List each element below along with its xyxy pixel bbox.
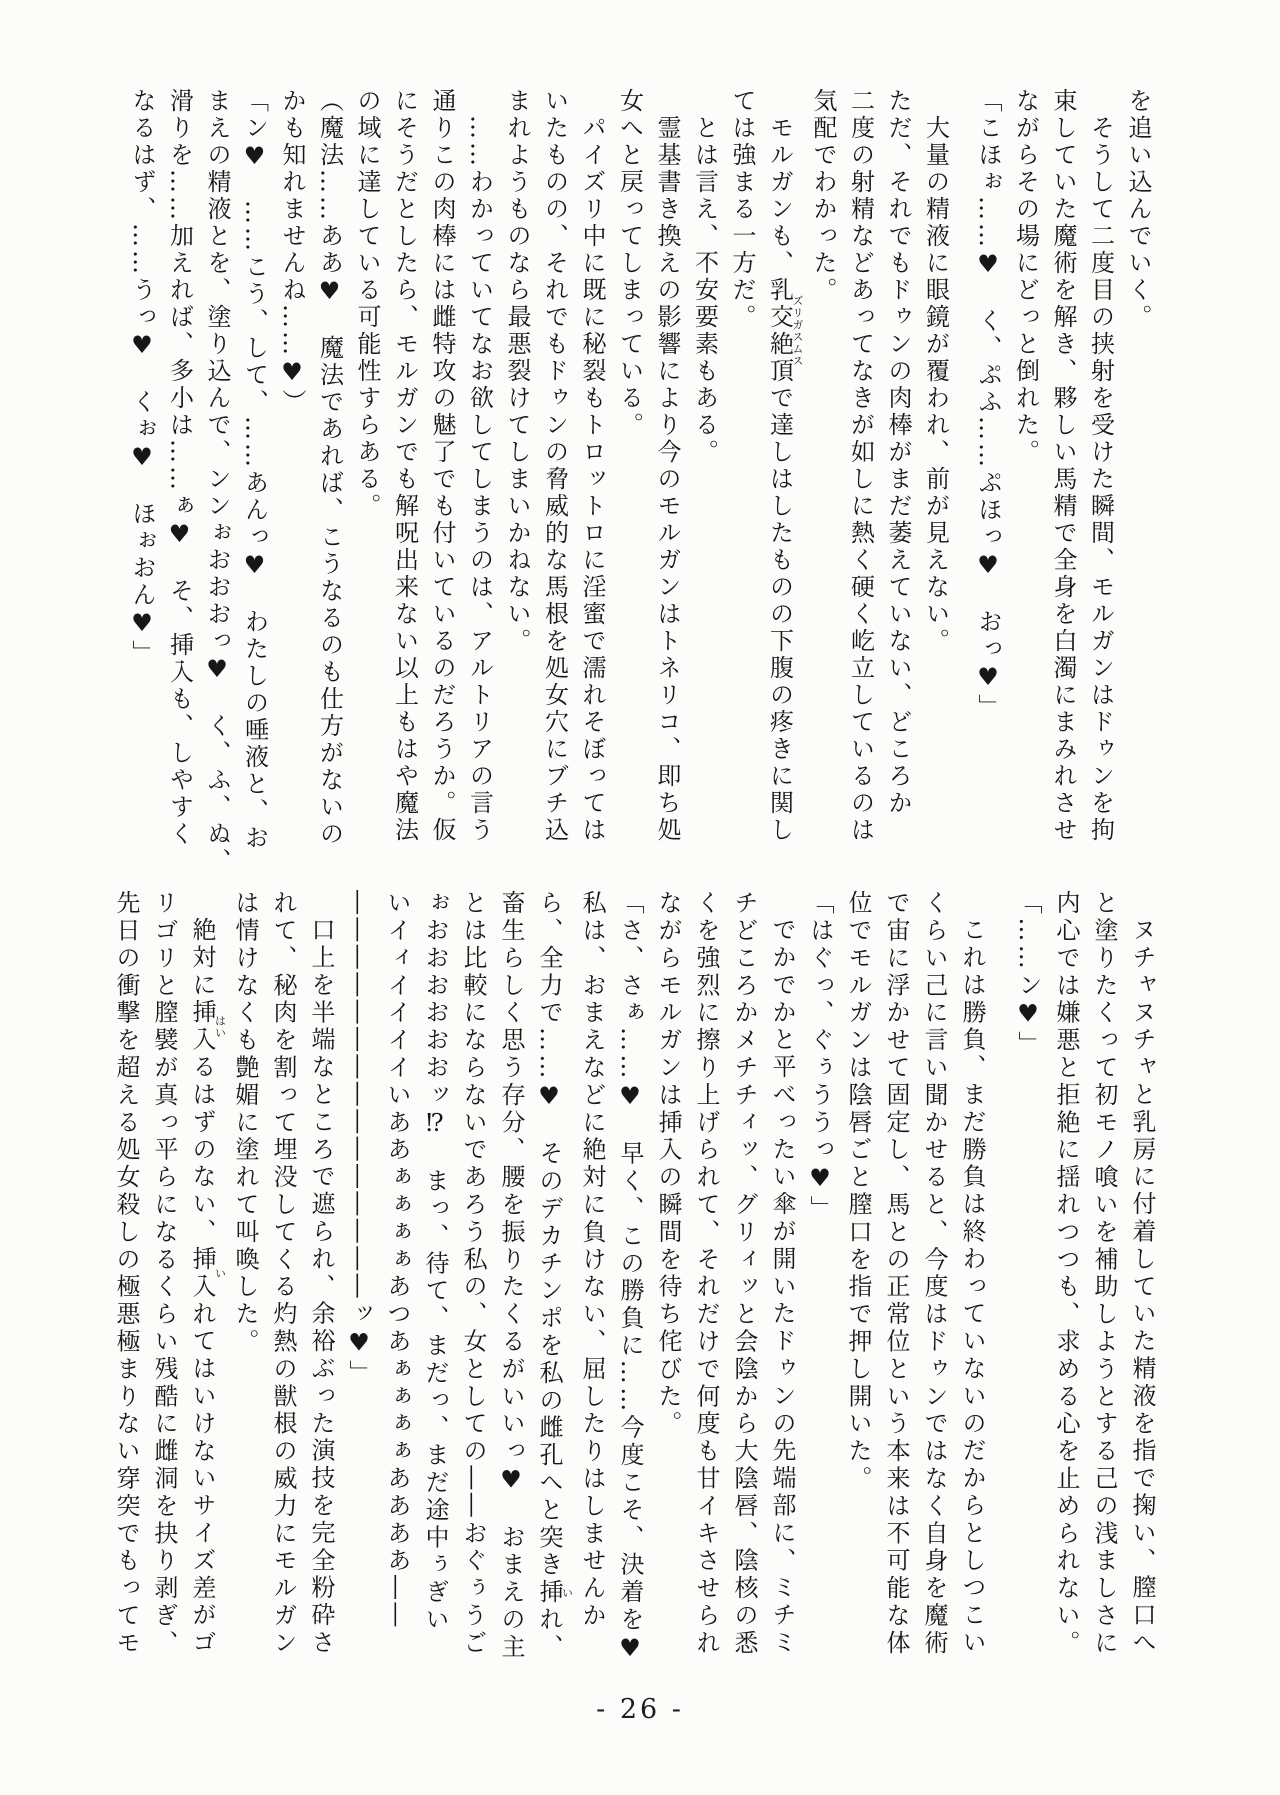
text-column: 口上を半端なところで遮られ、余裕ぶった演技を完全粉砕さ [307,917,335,1657]
page-number: - 26 - [596,1694,684,1725]
text-column: まえの精液とを、塗り込んで、ンンぉおおおっ♥ く、ふ、ぬ、 [203,88,231,875]
text-column: 束していた魔術を解き、夥しい馬精で全身を白濁にまみれさせ [1049,88,1077,844]
text-column: なるはず、……うっ♥ くぉ♥ ほぉおん♥」 [128,88,156,667]
text-column: 私は、おまえなどに絶対に負けない、屈したりはしませんか [578,890,606,1630]
text-column: いイィイイイイいああぁぁぁぁあつあぁぁぁぁああああ―― [383,890,411,1630]
text-column: いたものの、それでもドゥンの脅威的な馬根を処女穴にブチ込 [540,88,569,844]
text-column: 「こほぉ……♥ く、ぷふ……ぷほっ♥ おっ♥」 [974,88,1002,721]
text-column: 「さ、さぁ……♥ 早く、この勝負に……今度こそ、決着を♥ [616,890,644,1666]
text-column: 気配でわかった。 [809,88,837,304]
text-column: リゴリと膣襞が真っ平らになるくらい残酷に雌洞を抉り剥ぎ、 [150,890,178,1658]
text-column: 霊基書き換えの影響により今のモルガンはトネリコ、即ち処 [653,115,681,844]
text-column: 「はぐっ、ぐぅううっ♥」 [806,890,834,1223]
text-column: ら、全力で……♥ そのデカチンポを私の雌孔へと突き挿いれ、 [535,890,574,1662]
ruby-annotated-text: 挿入い [188,1245,227,1301]
text-column: ―――――――――――――――ッ♥」 [345,890,373,1388]
text-block-top [123,88,1157,875]
text-column: そうして二度目の挟射を受けた瞬間、モルガンはドゥンを拘 [1086,115,1115,844]
text-column: を追い込んでいく。 [1124,88,1152,331]
text-column: ながらその場にどっと倒れた。 [1011,88,1040,466]
text-column: 絶対に挿入はいるはずのない、挿入いれてはいけないサイズ差がゴ [188,917,227,1657]
text-column: 通りこの肉棒には雌特攻の魅了でも付いているのだろうか。仮 [428,88,456,844]
text-block-bottom [107,890,1161,1672]
text-column: ては強まる一方だ。 [728,88,756,331]
text-column: にそうだとしたら、モルガンでも解呪出来ない以上もはや魔法 [390,88,419,844]
text-column: 位でモルガンは陰唇ごと膣口を指で押し開いた。 [844,890,872,1493]
ruby-annotated-text: 乳交絶頂ズリガスムス [765,277,804,385]
ruby-annotated-text: 挿入はい [188,999,227,1055]
text-column: 滑りを……加えれば、多小は……ぁ♥ そ、挿入も、しやすく [165,88,194,848]
text-column: まれようものなら最悪裂けてしまいかねない。 [503,88,531,655]
text-column: パイズリ中に既に秘裂もトロットロに淫蜜で濡れそぼっては [578,115,606,844]
text-column: 大量の精液に眼鏡が覆われ、前が見えない。 [921,115,950,655]
text-column: は情けなくも艶媚に塗れて叫喚した。 [231,890,259,1356]
text-column: 「ン♥ ……こう、して、……あんっ♥ わたしの唾液と、お [240,88,269,852]
text-column: （魔法……ああ♥ 魔法であれば、こうなるのも仕方がないの [315,88,344,848]
text-column: くを強烈に擦り上げられて、それだけで何度も甘イキさせられ [692,890,720,1658]
text-column: ただ、それでもドゥンの肉棒がまだ萎えていない、どころか [884,88,912,817]
text-column: ながらモルガンは挿入の瞬間を待ち侘びた。 [654,890,682,1438]
text-column: ……わかっていてなお欲してしまうのは、アルトリアの言う [465,115,494,844]
text-column: 二度の射精などあってなきが如しに熱く硬く屹立しているのは [846,88,875,844]
text-column: とは言え、不安要素もある。 [690,115,719,466]
text-column: 内心では嫌悪と拒絶に揺れつつも、求める心を止められない。 [1052,890,1080,1658]
ruby-annotated-text: 挿い [535,1579,574,1607]
text-column: で宙に浮かせて固定し、馬との正常位という本来は不可能な体 [882,890,910,1658]
text-column: ヌチャヌチャと乳房に付着していた精液を指で掬い、膣口へ [1128,917,1156,1657]
text-column: 畜生らしく思う存分、腰を振りたくるがいいっ♥ おまえの主 [497,890,525,1662]
text-column: ぉおおおおおおッ⁉ まっ、待て、まだっ、まだ途中ぅぎい [421,890,449,1634]
text-column: れて、秘肉を割って埋没してくる灼熱の獣根の威力にモルガン [269,890,297,1658]
text-column: モルガンも、乳交絶頂ズリガスムスで達しはしたものの下腹の疼きに関し [765,115,804,844]
text-column: 「……ン♥」 [1014,890,1042,1059]
text-column: でかでかと平べったい傘が開いたドゥンの先端部に、ミチミ [768,917,796,1657]
text-column: 女へと戻ってしまっている。 [615,88,644,439]
text-column: くらい己に言い聞かせると、今度はドゥンではなく自身を魔術 [920,890,948,1658]
text-column: 先日の衝撃を超える処女殺しの極悪極まりない穿突でもってモ [112,890,140,1658]
text-column: かも知れませんね……♥） [278,88,306,416]
text-column: とは比較にならないであろう私の、女としての――おぐぅうご [459,890,487,1658]
text-column: チどころかメチチィッ、グリィッと会陰から大陰唇、陰核の悉 [730,890,758,1658]
text-column: の域に達している可能性すらある。 [353,88,381,520]
text-column: これは勝負、まだ勝負は終わっていないのだからとしつこい [958,917,986,1657]
text-column: と塗りたくって初モノ喰いを補助しようとする己の浅ましさに [1090,890,1118,1658]
